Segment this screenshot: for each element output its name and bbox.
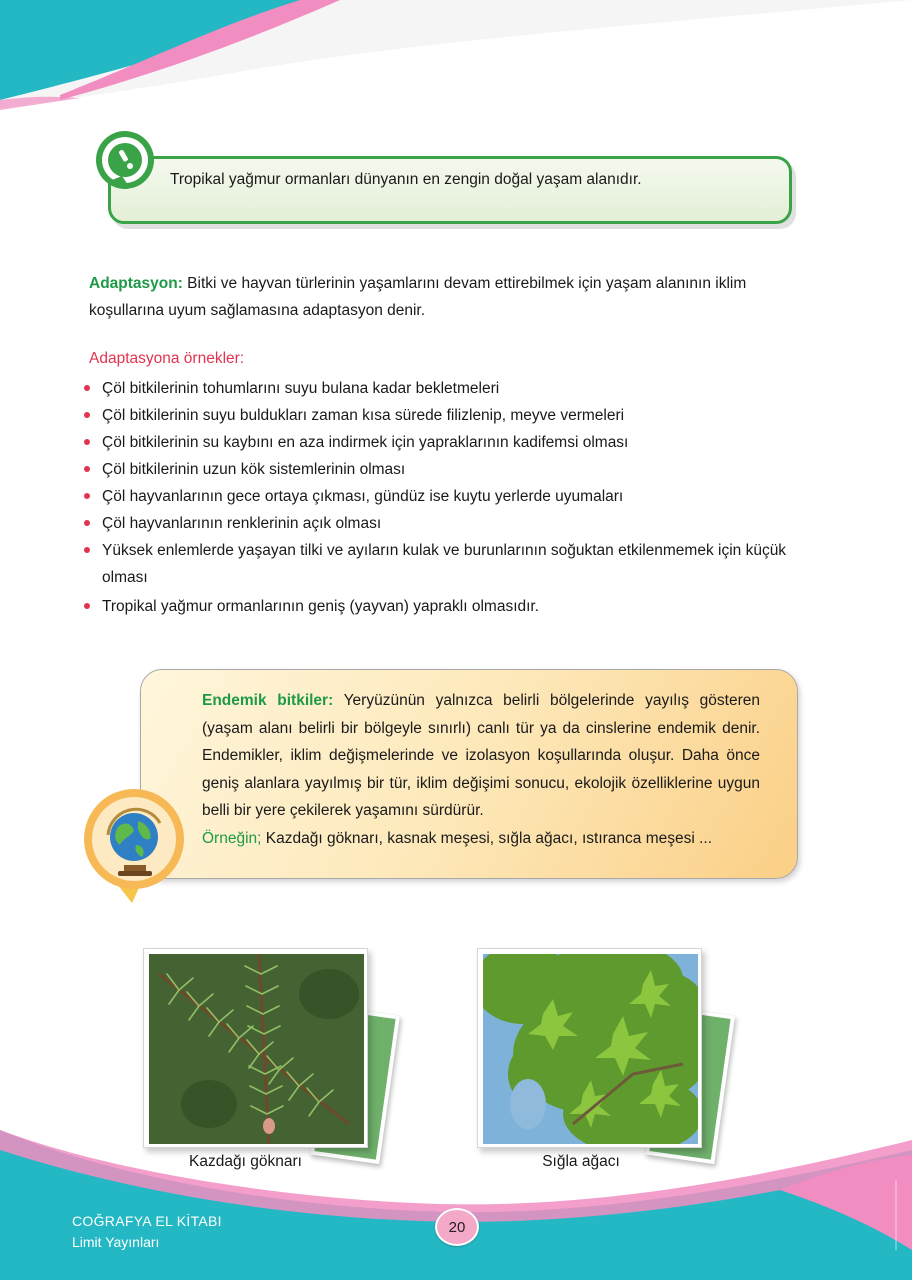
adaptation-definition (89, 270, 809, 324)
examples-title: Adaptasyona örnekler: (89, 350, 245, 367)
photo-caption: Kazdağı göknarı (189, 1153, 302, 1170)
definition-term: Adaptasyon: (89, 275, 183, 292)
list-item: Çöl bitkilerinin tohumlarını suyu bulana kadar bekletmeleri (102, 375, 808, 402)
examples-list (102, 375, 808, 620)
endemic-text-block (202, 687, 760, 853)
list-item: Yüksek enlemlerde yaşayan tilki ve ayıların kulak ve burunlarının soğuktan etkilenmemek için küçük olması (102, 537, 808, 591)
exclamation-icon (92, 130, 162, 196)
header-wave-decoration (0, 0, 912, 130)
footer-book-title: COĞRAFYA EL KİTABI (72, 1213, 222, 1229)
page-number: 20 (448, 1218, 466, 1236)
globe-icon (80, 787, 188, 905)
example-label: Örneğin; (202, 829, 262, 847)
list-item: Tropikal yağmur ormanlarının geniş (yayvan) yapraklı olmasıdır. (102, 593, 808, 620)
tip-box (108, 156, 792, 224)
photo-caption: Sığla ağacı (542, 1153, 620, 1170)
list-item: Çöl hayvanlarının renklerinin açık olması (102, 510, 808, 537)
tip-text: Tropikal yağmur ormanları dünyanın en zengin doğal yaşam alanıdır. (170, 171, 642, 188)
footer-wave-decoration (0, 1100, 912, 1280)
list-item: Çöl bitkilerinin su kaybını en aza indirmek için yapraklarının kadifemsi olması (102, 429, 808, 456)
list-item: Çöl bitkilerinin suyu buldukları zaman kısa sürede filizlenip, meyve vermeleri (102, 402, 808, 429)
list-item: Çöl bitkilerinin uzun kök sistemlerinin olması (102, 456, 808, 483)
endemic-term: Endemik bitkiler: (202, 692, 334, 709)
page-number-badge (435, 1208, 479, 1246)
endemic-definition: Yeryüzünün yalnızca belirli bölgelerinde yayılış gösteren (yaşam alanı belirli bir bölgeyle sınırlı) canlı tür ya da cinslerine endemik denir. Endemikler, iklim değişmelerinde ve izolasyon koşullarında oluşur. Daha önce geniş alanlara yayılmış bir tür, iklim değişimi sonucu, ekolojik özelliklerine uygun belli bir yere çekilerek yaşamını sürdürür. (202, 692, 760, 820)
list-item: Çöl hayvanlarının gece ortaya çıkması, gündüz ise kuytu yerlerde uyumaları (102, 483, 808, 510)
example-text: Kazdağı göknarı, kasnak meşesi, sığla ağacı, ıstıranca meşesi ... (261, 829, 713, 847)
definition-text: Bitki ve hayvan türlerinin yaşamlarını devam ettirebilmek için yaşam alanının iklim koşullarına uyum sağlamasına adaptasyon denir. (89, 275, 747, 319)
footer-publisher: Limit Yayınları (72, 1234, 160, 1250)
